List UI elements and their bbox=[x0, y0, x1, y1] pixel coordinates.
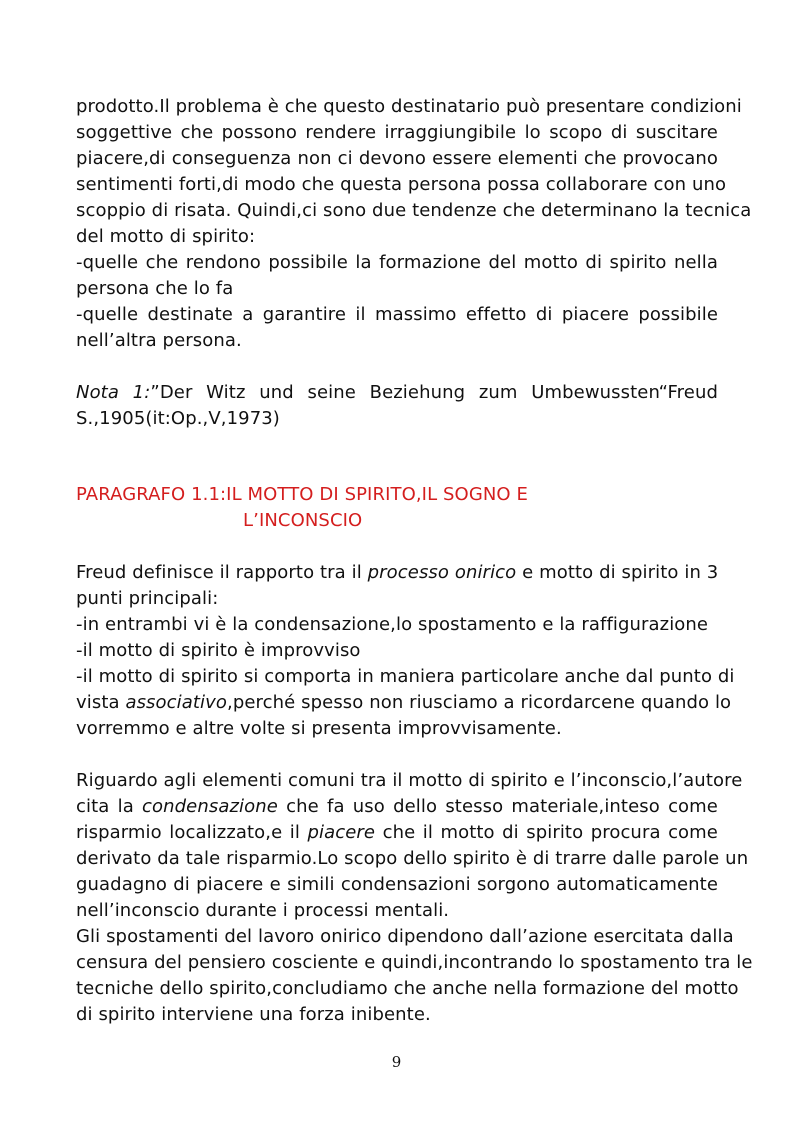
italic-term: processo onirico bbox=[367, 562, 517, 583]
text-line: tecniche dello spirito,concludiamo che anche nella formazione del motto bbox=[76, 978, 739, 999]
page-number: 9 bbox=[391, 1053, 402, 1071]
text-run: e motto di spirito in 3 bbox=[516, 562, 719, 583]
footnote-line: S.,1905(it:Op.,V,1973) bbox=[76, 408, 280, 429]
section-paragraph-2 bbox=[76, 768, 753, 1028]
text-line bbox=[76, 794, 718, 820]
footnote-line bbox=[76, 380, 718, 406]
footnote bbox=[76, 380, 718, 432]
italic-term: piacere bbox=[307, 822, 376, 843]
text-line: sentimenti forti,di modo che questa persona possa collaborare con uno bbox=[76, 174, 727, 195]
text-line: derivato da tale risparmio.Lo scopo dello spirito è di trarre dalle parole un bbox=[76, 848, 749, 869]
footnote-label: Nota 1: bbox=[76, 382, 151, 403]
heading-line: L’INCONSCIO bbox=[243, 510, 363, 531]
text-run: che fa uso dello stesso materiale,inteso come bbox=[277, 796, 718, 817]
text-line bbox=[76, 560, 718, 586]
text-line: nell’inconscio durante i processi mentali. bbox=[76, 900, 450, 921]
text-run: ,perché spesso non riusciamo a ricordarcene quando lo bbox=[227, 692, 732, 713]
text-line: del motto di spirito: bbox=[76, 226, 256, 247]
italic-term: associativo bbox=[125, 692, 228, 713]
text-line: piacere,di conseguenza non ci devono essere elementi che provocano bbox=[76, 148, 718, 169]
text-line: scoppio di risata. Quindi,ci sono due tendenze che determinano la tecnica bbox=[76, 200, 752, 221]
text-line: prodotto.Il problema è che questo destinatario può presentare condizioni bbox=[76, 96, 742, 117]
text-run: che il motto di spirito procura come bbox=[375, 822, 718, 843]
text-line: vorremmo e altre volte si presenta improvvisamente. bbox=[76, 718, 562, 739]
text-line: persona che lo fa bbox=[76, 278, 234, 299]
text-run: risparmio localizzato,e il bbox=[76, 822, 308, 843]
document-page bbox=[76, 94, 753, 1028]
text-line: di spirito interviene una forza inibente. bbox=[76, 1004, 431, 1025]
section-heading bbox=[76, 482, 718, 534]
section-paragraph-1 bbox=[76, 560, 735, 742]
text-line: -in entrambi vi è la condensazione,lo spostamento e la raffigurazione bbox=[76, 614, 709, 635]
text-line: guadagno di piacere e simili condensazioni sorgono automaticamente bbox=[76, 874, 718, 895]
text-run: vista bbox=[76, 692, 126, 713]
text-line: -il motto di spirito è improvviso bbox=[76, 640, 361, 661]
text-line bbox=[76, 820, 718, 846]
intro-paragraph bbox=[76, 94, 752, 354]
text-line: Gli spostamenti del lavoro onirico dipendono dall’azione esercitata dalla bbox=[76, 926, 734, 947]
heading-line: PARAGRAFO 1.1:IL MOTTO DI SPIRITO,IL SOGNO E bbox=[76, 484, 528, 505]
text-line: soggettive che possono rendere irraggiungibile lo scopo di suscitare bbox=[76, 122, 718, 143]
text-line bbox=[76, 690, 732, 716]
text-run: cita la bbox=[76, 796, 143, 817]
text-line: -quelle destinate a garantire il massimo effetto di piacere possibile bbox=[76, 304, 718, 325]
text-line: nell’altra persona. bbox=[76, 330, 242, 351]
text-line: -quelle che rendono possibile la formazione del motto di spirito nella bbox=[76, 252, 718, 273]
text-run: Freud definisce il rapporto tra il bbox=[76, 562, 368, 583]
text-line: punti principali: bbox=[76, 588, 219, 609]
text-line: Riguardo agli elementi comuni tra il motto di spirito e l’inconscio,l’autore bbox=[76, 770, 743, 791]
text-line: -il motto di spirito si comporta in maniera particolare anche dal punto di bbox=[76, 666, 735, 687]
footnote-text: ”Der Witz und seine Beziehung zum Umbewussten“Freud bbox=[150, 382, 718, 403]
text-line: censura del pensiero cosciente e quindi,incontrando lo spostamento tra le bbox=[76, 952, 753, 973]
italic-term: condensazione bbox=[142, 796, 278, 817]
